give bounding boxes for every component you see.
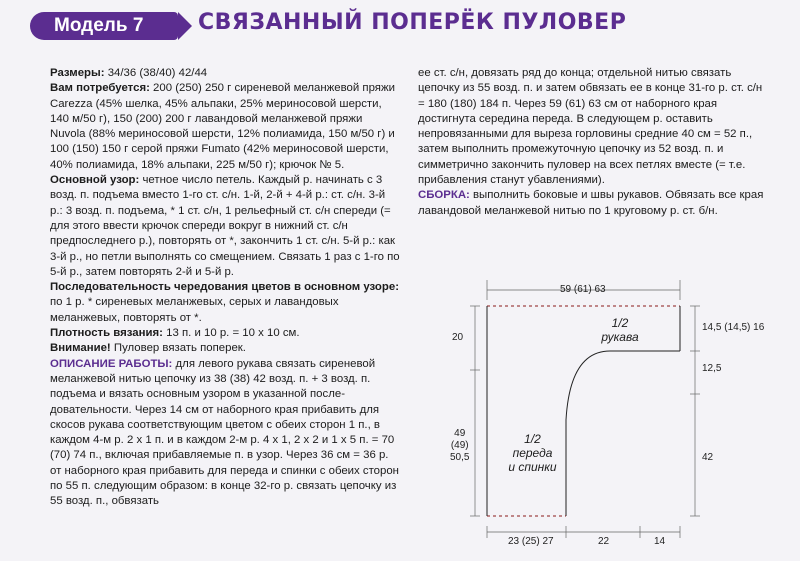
pattern-label: Основной узор:	[50, 174, 140, 187]
dim-bottom-right: 14	[654, 536, 666, 547]
dim-left-top: 20	[452, 332, 464, 343]
sizes-paragraph	[50, 66, 400, 81]
sizes-value: 34/36 (38/40) 42/44	[104, 67, 208, 79]
dim-bottom-mid: 22	[598, 536, 610, 547]
dim-left-bottom-3: 50,5	[450, 452, 470, 463]
dim-left-bottom-1: 49	[454, 428, 466, 439]
dim-bottom-left: 23 (25) 27	[508, 536, 554, 547]
work-paragraph	[50, 357, 400, 510]
model-badge: Модель 7	[30, 12, 178, 40]
pattern-value: четное число петель. Каждый р. начинать с 3 возд. п. подъема вместо 1-го ст. с/н. 1-й, 2-й + 4-й р.: ст. с/н. 3-й р.: 3 возд. п. подъема, * 1 ст. с/н, 1 рельефный ст. с/н спереди (= для этого ввести крючок спереди вокруг в нижний ст. с/н предпоследнего р.), повторять от *, закончить 1 ст. с/н. 5-й р.: как 3-й р., но петли выполнять со смещением. Связать 1 раз с 1-го по 5-й р., затем повторять 2-й и 5-й р.	[50, 174, 400, 278]
work-value: для левого рукава связать сиреневой меланжевой нитью цепочку из 38 (38) 42 возд. п. + 3 возд. п. подъема и вязать основным узором в указанной последовательности. Через 14 см от наборного края прибавить для скосов рукава соответствующим цветом с обеих сторон 1 п., в каждом 4-м р. 2 х 1 п. и в каждом 2-м р. 4 х 1, 2 х 2 и 1 х 5 п. = 70 (70) 74 п., включая прибавляемые п. в узор. Через 36 см = 36 р. от наборного края прибавить для переда и спинки с обеих сторон по 55 п. следующим образом: в конце 32-го р. связать цепочку из 55 возд. п., обвязать	[50, 357, 399, 508]
sleeve-label	[590, 316, 650, 344]
schematic-diagram	[440, 270, 780, 560]
work-continued-paragraph: ее ст. с/н, довязать ряд до конца; отдельной нитью связать цепочку из 55 возд. п. и затем обвязать ее в конце 31-го р. ст. с/н = 180 (180) 184 п. Через 59 (61) 63 см от наборного края достигнута середина переда. В следующем р. оставить непровязанными для выреза горловины средние 40 см = 52 п., затем выполнить промежуточную цепочку из 52 возд. п. и симметрично закончить пуловер на всех петлях вместе (= т.е. прибавления станут убавлениями).	[418, 67, 763, 187]
dim-right-mid: 12,5	[702, 363, 722, 374]
dim-left-bottom	[450, 428, 469, 464]
sizes-label: Размеры:	[50, 67, 105, 79]
pattern-paragraph	[50, 173, 400, 280]
body-label-3: и спинки	[508, 460, 557, 474]
color-order-label: Последовательность чередования цветов в основном узоре:	[50, 281, 399, 294]
schematic-lines	[440, 270, 780, 560]
assembly-label: СБОРКА:	[418, 189, 470, 202]
dim-right-cuff: 14,5 (14,5) 16	[702, 322, 765, 333]
sleeve-label-1: 1/2	[611, 316, 629, 330]
body-label	[495, 432, 570, 474]
attention-paragraph	[50, 341, 400, 356]
gauge-value: 13 п. и 10 р. = 10 х 10 см.	[162, 327, 300, 340]
left-column	[50, 66, 400, 510]
materials-paragraph	[50, 81, 400, 173]
attention-value: Пуловер вязать поперек.	[110, 342, 246, 355]
color-order-paragraph	[50, 280, 400, 326]
assembly-paragraph	[418, 188, 768, 219]
body-label-2: переда	[512, 446, 553, 460]
right-column	[418, 66, 768, 219]
materials-label: Вам потребуется:	[50, 82, 150, 95]
page-title: СВЯЗАННЫЙ ПОПЕРЁК ПУЛОВЕР	[198, 10, 627, 35]
work-label: ОПИСАНИЕ РАБОТЫ:	[50, 357, 173, 370]
body-label-1: 1/2	[524, 432, 541, 446]
header	[30, 6, 765, 46]
assembly-value: выполнить боковые и швы рукавов. Обвязать все края лавандовой меланжевой нитью по 1 круговому р. ст. б/н.	[418, 189, 764, 217]
dim-left-bottom-2: (49)	[450, 440, 469, 451]
materials-value: 200 (250) 250 г сиреневой меланжевой пряжи Carezza (45% шелка, 45% альпаки, 25% мериносовой шерсти, 140 м/50 г), 150 (200) 200 г лавандовой меланжевой пряжи Nuvola (88% мериносовой шерсти, 12% полиамида, 150 м/50 г) и 100 (150) 150 г серой пряжи Fumato (42% мериносовой шерсти, 40% полиамида, 18% альпаки, 225 м/50 г); крючок № 5.	[50, 82, 395, 171]
gauge-label: Плотность вязания:	[50, 327, 163, 340]
sleeve-label-2: рукава	[601, 330, 639, 344]
gauge-paragraph	[50, 326, 400, 341]
attention-label: Внимание!	[50, 342, 111, 355]
dim-right-bottom: 42	[702, 452, 714, 463]
dim-top-width: 59 (61) 63	[560, 284, 606, 295]
color-order-value: по 1 р. * сиреневых меланжевых, серых и лавандовых меланжевых, повторять от *.	[50, 296, 339, 324]
